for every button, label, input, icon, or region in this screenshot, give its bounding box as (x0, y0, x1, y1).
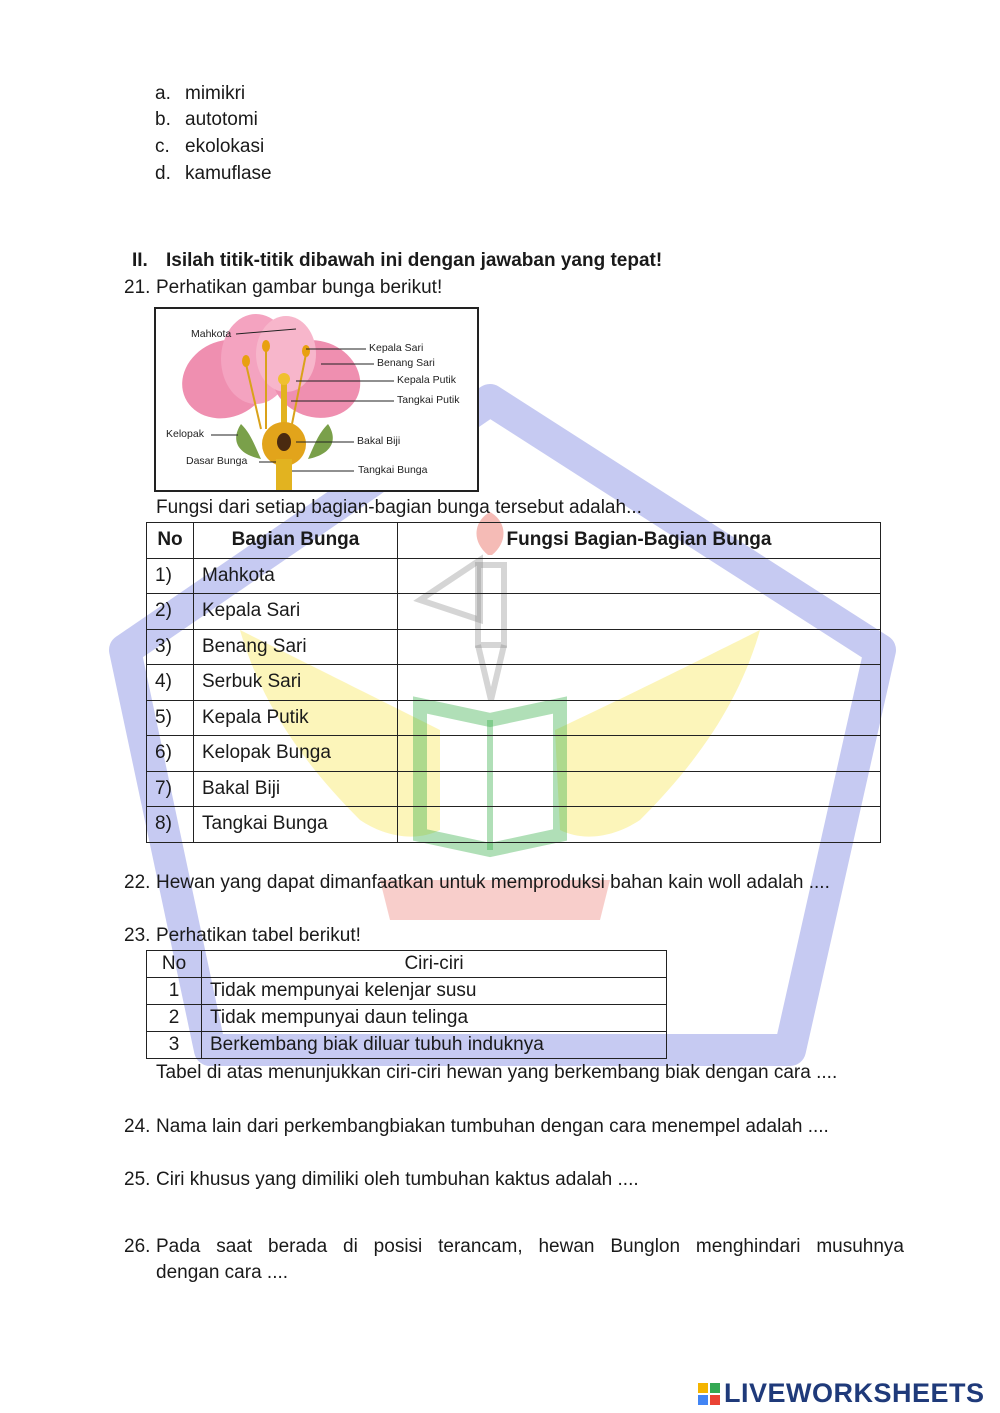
label-dasar-bunga: Dasar Bunga (186, 455, 248, 467)
question-22-text: Hewan yang dapat dimanfaatkan untuk memproduksi bahan kain woll adalah .... (156, 872, 830, 893)
question-25-text: Ciri khusus yang dimiliki oleh tumbuhan kaktus adalah .... (156, 1169, 639, 1190)
question-26-number: 26. (124, 1236, 151, 1257)
label-tangkai-bunga: Tangkai Bunga (358, 464, 428, 476)
row-no: 5) (147, 700, 194, 736)
header-characteristics: Ciri-ciri (202, 951, 667, 978)
row-no: 1) (147, 558, 194, 594)
option-letter: a. (155, 83, 171, 104)
table-row (147, 1005, 667, 1032)
question-25-number: 25. (124, 1169, 151, 1190)
question-24-text: Nama lain dari perkembangbiakan tumbuhan dengan cara menempel adalah .... (156, 1116, 829, 1137)
table-row (147, 629, 881, 665)
question-22-number: 22. (124, 872, 151, 893)
table-row (147, 1032, 667, 1059)
table-row (147, 700, 881, 736)
row-part: Benang Sari (194, 629, 398, 665)
table-row (147, 558, 881, 594)
row-text: Tidak mempunyai kelenjar susu (202, 978, 667, 1005)
row-no: 1 (147, 978, 202, 1005)
table-row (147, 978, 667, 1005)
table-row (147, 594, 881, 630)
option-b (155, 109, 258, 131)
question-23-text: Perhatikan tabel berikut! (156, 925, 361, 946)
table-header-row (147, 523, 881, 559)
question-21-caption: Fungsi dari setiap bagian-bagian bunga tersebut adalah... (156, 497, 642, 518)
row-part: Serbuk Sari (194, 665, 398, 701)
function-answer-cell[interactable] (398, 665, 881, 701)
table-row (147, 736, 881, 772)
row-part: Bakal Biji (194, 771, 398, 807)
row-part: Kepala Putik (194, 700, 398, 736)
function-answer-cell[interactable] (398, 629, 881, 665)
question-23-after: Tabel di atas menunjukkan ciri-ciri hewan yang berkembang biak dengan cara .... (156, 1062, 838, 1083)
row-part: Tangkai Bunga (194, 807, 398, 843)
characteristics-table (146, 950, 667, 1059)
label-mahkota: Mahkota (191, 328, 232, 340)
option-text: mimikri (185, 83, 246, 104)
function-answer-cell[interactable] (398, 807, 881, 843)
liveworksheets-logo-icon (698, 1383, 720, 1405)
table-row (147, 665, 881, 701)
label-kepala-sari: Kepala Sari (369, 342, 424, 354)
section-number: II. (132, 250, 148, 271)
table-row (147, 807, 881, 843)
row-part: Kelopak Bunga (194, 736, 398, 772)
option-letter: d. (155, 163, 171, 184)
function-answer-cell[interactable] (398, 736, 881, 772)
option-d (155, 163, 272, 185)
row-text: Berkembang biak diluar tubuh induknya (202, 1032, 667, 1059)
label-bakal-biji: Bakal Biji (357, 435, 401, 447)
question-21-number: 21. (124, 277, 151, 298)
header-no: No (147, 951, 202, 978)
row-no: 8) (147, 807, 194, 843)
row-no: 2) (147, 594, 194, 630)
function-answer-cell[interactable] (398, 771, 881, 807)
question-21-text: Perhatikan gambar bunga berikut! (156, 277, 443, 298)
header-function: Fungsi Bagian-Bagian Bunga (398, 523, 881, 559)
option-text: kamuflase (185, 163, 272, 184)
row-no: 6) (147, 736, 194, 772)
row-part: Mahkota (194, 558, 398, 594)
flower-parts-table (146, 522, 881, 843)
row-no: 3) (147, 629, 194, 665)
row-no: 4) (147, 665, 194, 701)
function-answer-cell[interactable] (398, 700, 881, 736)
question-26-line-2: dengan cara .... (156, 1262, 289, 1283)
option-letter: c. (155, 136, 170, 157)
row-text: Tidak mempunyai daun telinga (202, 1005, 667, 1032)
liveworksheets-brand[interactable]: LIVEWORKSHEETS (724, 1378, 985, 1408)
label-tangkai-putik: Tangkai Putik (397, 394, 460, 406)
option-letter: b. (155, 109, 171, 130)
label-kelopak: Kelopak (166, 428, 204, 440)
row-part: Kepala Sari (194, 594, 398, 630)
section-heading (132, 250, 662, 272)
function-answer-cell[interactable] (398, 594, 881, 630)
label-benang-sari: Benang Sari (377, 357, 435, 369)
function-answer-cell[interactable] (398, 558, 881, 594)
option-c (155, 136, 264, 158)
flower-diagram (154, 307, 479, 492)
header-no: No (147, 523, 194, 559)
question-23-number: 23. (124, 925, 151, 946)
header-part: Bagian Bunga (194, 523, 398, 559)
question-24-number: 24. (124, 1116, 151, 1137)
table-row (147, 771, 881, 807)
option-text: ekolokasi (185, 136, 265, 157)
option-a (155, 83, 245, 105)
option-text: autotomi (185, 109, 258, 130)
row-no: 2 (147, 1005, 202, 1032)
table-header-row (147, 951, 667, 978)
label-kepala-putik: Kepala Putik (397, 374, 456, 386)
section-title: Isilah titik-titik dibawah ini dengan jawaban yang tepat! (166, 250, 663, 271)
row-no: 3 (147, 1032, 202, 1059)
row-no: 7) (147, 771, 194, 807)
question-26-line-1: Pada saat berada di posisi terancam, hewan Bunglon menghindari musuhnya (156, 1236, 904, 1257)
